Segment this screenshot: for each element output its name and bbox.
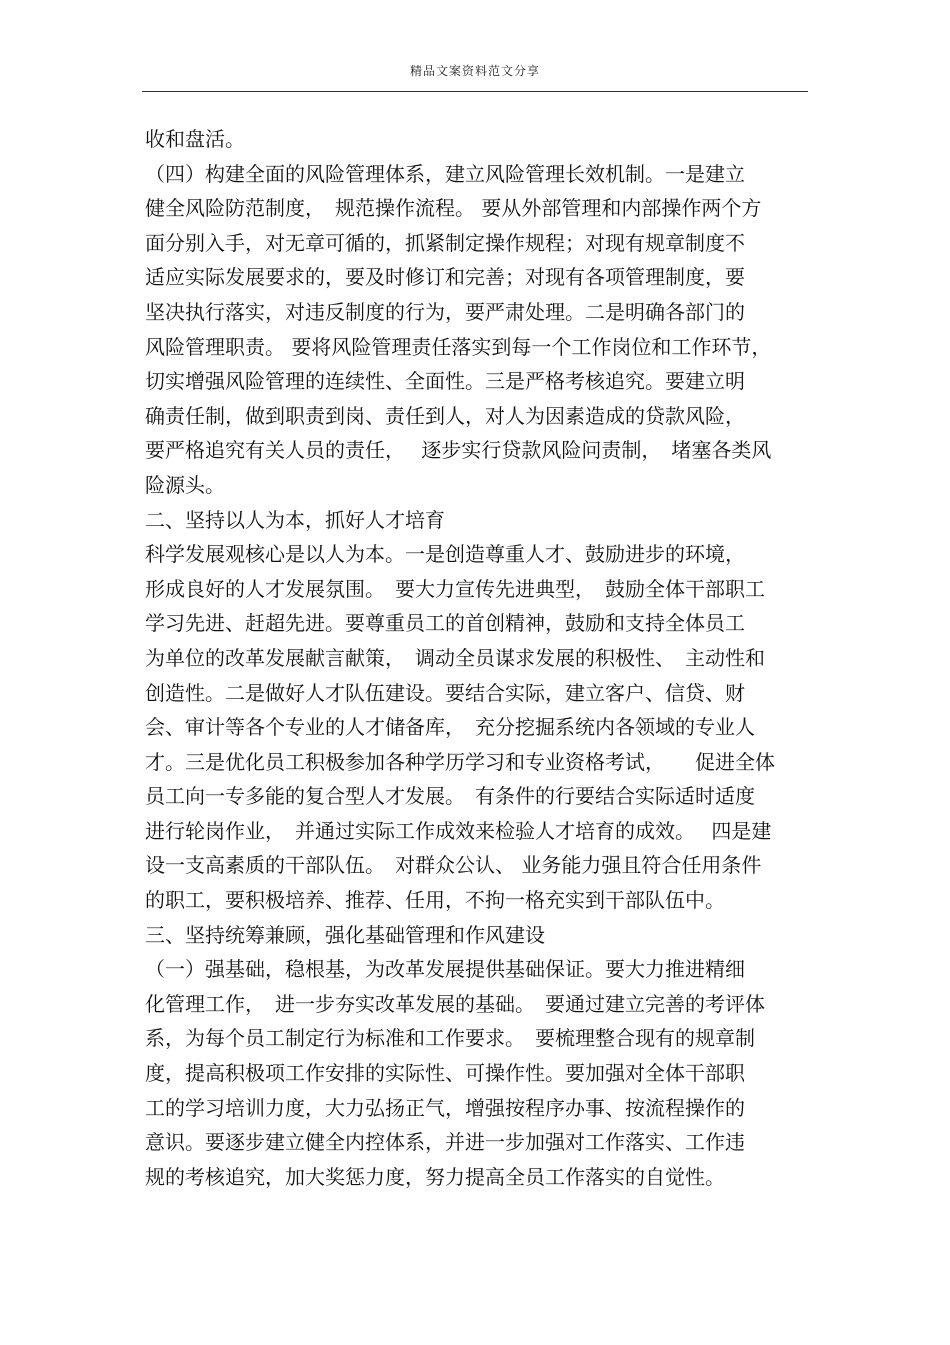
text-line: （一）强基础，稳根基，为改革发展提供基础保证。要大力推进精细 xyxy=(145,957,745,982)
text-line: 面分别入手，对无章可循的，抓紧制定操作规程；对现有规章制度不 xyxy=(145,230,745,255)
text-line: 确责任制，做到职责到岗、责任到人，对人为因素造成的贷款风险， xyxy=(145,403,745,428)
text-line: 工的学习培训力度，大力弘扬正气，增强按程序办事、按流程操作的 xyxy=(145,1095,745,1120)
page-header-title: 精品文案资料范文分享 xyxy=(409,64,540,78)
text-line: 创造性。二是做好人才队伍建设。要结合实际，建立客户、信贷、财 xyxy=(145,680,745,705)
text-line: 规的考核追究，加大奖惩力度，努力提高全员工作落实的自觉性。 xyxy=(145,1164,725,1189)
text-line: 度，提高积极项工作安排的实际性、可操作性。要加强对全体干部职 xyxy=(145,1061,745,1086)
text-line: 会、审计等各个专业的人才储备库， 充分挖掘系统内各领域的专业人 xyxy=(145,715,755,740)
text-line: 员工向一专多能的复合型人才发展。 有条件的行要结合实际适时适度 xyxy=(145,784,755,809)
text-line: 化管理工作， 进一步夯实改革发展的基础。 要通过建立完善的考评体 xyxy=(145,991,765,1016)
section-heading: 三、坚持统筹兼顾，强化基础管理和作风建设 xyxy=(145,922,545,947)
text-line: 收和盘活。 xyxy=(145,127,245,151)
text-line: 才。三是优化员工积极参加各种学历学习和专业资格考试， 促进全体 xyxy=(145,749,775,774)
text-line: 适应实际发展要求的，要及时修订和完善；对现有各项管理制度，要 xyxy=(145,265,745,290)
text-line: 形成良好的人才发展氛围。 要大力宣传先进典型， 鼓励全体干部职工 xyxy=(145,576,765,601)
document-body xyxy=(145,122,809,1194)
text-line: 意识。要逐步建立健全内控体系，并进一步加强对工作落实、工作违 xyxy=(145,1130,745,1155)
text-line: 学习先进、赶超先进。要尊重员工的首创精神，鼓励和支持全体员工 xyxy=(145,611,745,636)
text-line: 风险管理职责。 要将风险管理责任落实到每一个工作岗位和工作环节， xyxy=(145,334,772,359)
text-line: 险源头。 xyxy=(145,472,225,497)
text-line: 设一支高素质的干部队伍。 对群众公认、 业务能力强且符合任用条件 xyxy=(145,853,762,878)
text-line: 科学发展观核心是以人为本。一是创造尊重人才、鼓励进步的环境， xyxy=(145,542,745,567)
text-line: 健全风险防范制度， 规范操作流程。 要从外部管理和内部操作两个方 xyxy=(145,196,762,221)
section-heading: 二、坚持以人为本，抓好人才培育 xyxy=(145,507,445,532)
text-line: 切实增强风险管理的连续性、全面性。三是严格考核追究。要建立明 xyxy=(145,369,745,394)
text-line: 坚决执行落实，对违反制度的行为，要严肃处理。二是明确各部门的 xyxy=(145,299,745,324)
header-divider xyxy=(142,91,808,92)
text-line: （四）构建全面的风险管理体系，建立风险管理长效机制。一是建立 xyxy=(145,161,745,186)
text-line: 要严格追究有关人员的责任， 逐步实行贷款风险问责制， 堵塞各类风 xyxy=(145,438,772,463)
text-line: 的职工，要积极培养、推荐、任用，不拘一格充实到干部队伍中。 xyxy=(145,888,725,913)
text-line: 系，为每个员工制定行为标准和工作要求。 要梳理整合现有的规章制 xyxy=(145,1026,755,1051)
text-line: 为单位的改革发展献言献策， 调动全员谋求发展的积极性、 主动性和 xyxy=(145,645,765,670)
text-line: 进行轮岗作业， 并通过实际工作成效来检验人才培育的成效。 四是建 xyxy=(145,818,772,843)
